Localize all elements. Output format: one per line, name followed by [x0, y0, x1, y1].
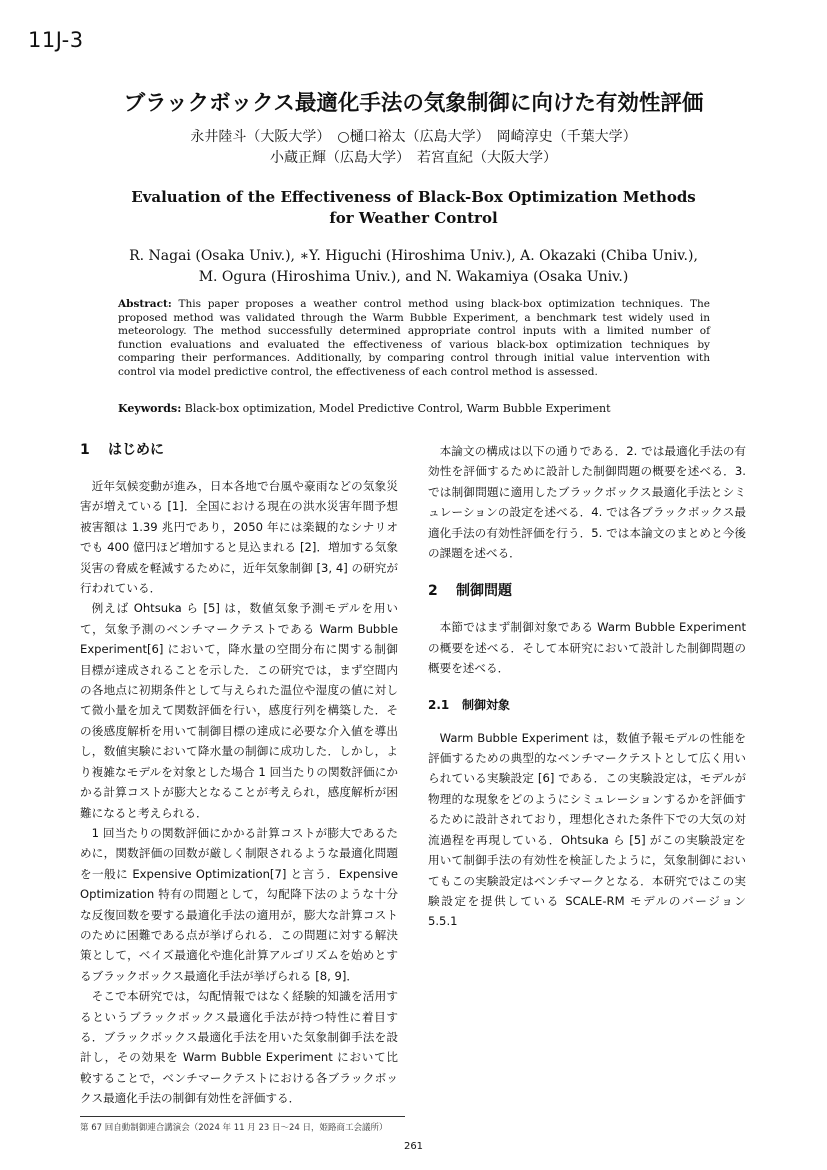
section-1-heading: [80, 440, 398, 460]
authors-english-line-1: R. Nagai (Osaka Univ.), ∗Y. Higuchi (Hiroshima Univ.), A. Okazaki (Chiba Univ.),: [129, 248, 698, 264]
authors-english-line-2: M. Ogura (Hiroshima Univ.), and N. Wakamiya (Osaka Univ.): [198, 269, 629, 285]
section-2-number: 2: [428, 583, 438, 600]
title-japanese: ブラックボックス最適化手法の気象制御に向けた有効性評価: [123, 91, 704, 116]
section-2-paragraph-1: 本節ではまず制御対象である Warm Bubble Experiment の概要を述べる．そして本研究において設計した制御問題の概要を述べる．: [428, 620, 746, 676]
section-1-paragraph-5: 本論文の構成は以下の通りである．2. では最適化手法の有効性を評価するために設計した制御問題の概要を述べる．3. では制御問題に適用したブラックボックス最適化手法とシミュレーションの設定を述べる．4. では各ブラックボックス最適化手法の有効性評価を行う．5. では本論文のまとめと今後の課題を述べる．: [428, 444, 746, 561]
abstract-label: Abstract:: [118, 298, 172, 310]
section-2-1-heading: [428, 695, 746, 715]
section-1-title: はじめに: [108, 442, 164, 458]
section-1-paragraph-3: 1 回当たりの関数評価にかかる計算コストが膨大であるために，関数評価の回数が厳しく制限されるような最適化問題を一般に Expensive Optimization[7] と言う．Expensive Optimization 特有の問題として，勾配降下法のような十分な反復回数を要する最適化手法の適用が，膨大な計算コストのために困難である点が挙げられる．この問題に対する解決策として，ベイズ最適化や進化計算アルゴリズムを始めとするブラックボックス最適化手法が挙げられる [8, 9]．: [80, 825, 398, 983]
keywords: [118, 402, 710, 416]
section-1-paragraph-1: 近年気候変動が進み，日本各地で台風や豪雨などの気象災害が増えている [1]．全国における現在の洪水災害年間予想被害額は 1.39 兆円であり，2050 年には楽観的なシナリオでも 400 億円ほど増加すると見込まれる [2]．増加する気象災害の脅威を軽減するために，近年気象制御 [3, 4] の研究が行われている．: [80, 479, 398, 596]
title-english-line-2: for Weather Control: [329, 209, 498, 227]
section-2-heading: [428, 581, 746, 601]
section-2-1-number: 2.1: [428, 697, 450, 712]
section-2-1-title: 制御対象: [462, 697, 511, 712]
paper-id: 11J-3: [28, 28, 84, 52]
title-english-line-1: Evaluation of the Effectiveness of Black-Box Optimization Methods: [131, 188, 696, 206]
footnote-rule: [80, 1116, 405, 1117]
authors-japanese-line-2: 小蔵正輝（広島大学） 若宮直紀（大阪大学）: [270, 150, 557, 166]
section-1-paragraph-2: 例えば Ohtsuka ら [5] は，数値気象予測モデルを用いて，気象予測のベンチマークテストである Warm Bubble Experiment[6] において，降水量の空間分布に関する制御目標が達成されることを示した．この研究では，まず空間内の各地点に初期条件として与えられた温位や湿度の値に対して微小量を加えて関数評価を行い，感度行列を構築した．その後感度解析を用いて制御目標の達成に必要な介入値を導出し，数値実験において降水量の制御に成功した．しかし，より複雑なモデルを対象とした場合 1 回当たりの関数評価にかかる計算コストが膨大となることが考えられ，感度解析が困難になると考えられる．: [80, 601, 398, 820]
footnote: 第 67 回自動制御連合講演会（2024 年 11 月 23 日～24 日，姫路商工会議所）: [80, 1123, 388, 1133]
page-number: 261: [403, 1141, 424, 1152]
keywords-text: Black-box optimization, Model Predictive Control, Warm Bubble Experiment: [184, 402, 611, 415]
right-column: [428, 441, 746, 932]
abstract-text: This paper proposes a weather control method using black-box optimization techniques. The proposed method was validated through the Warm Bubble Experiment, a benchmark test widely used in meteorology. The method successfully determined appropriate control inputs with a limited number of function evaluations and evaluated the effectiveness of various black-box optimization techniques by comparing their performances. Additionally, by comparing control through initial value intervention with control via model predictive control, the effectiveness of each control method is assessed.: [118, 298, 711, 378]
keywords-label: Keywords:: [118, 402, 182, 415]
section-1-paragraph-4: そこで本研究では，勾配情報ではなく経験的知識を活用するというブラックボックス最適化手法が持つ特性に着目する．ブラックボックス最適化手法を用いた気象制御手法を設計し，その効果を Warm Bubble Experiment において比較することで，ベンチマークテストにおける各ブラックボックス最適化手法の制御有効性を評価する．: [80, 989, 398, 1106]
section-1-number: 1: [80, 442, 90, 458]
authors-japanese-line-1: 永井陸斗（大阪大学） ○樋口裕太（広島大学） 岡崎淳史（千葉大学）: [190, 129, 637, 145]
abstract: [118, 298, 710, 379]
section-2-title: 制御問題: [456, 583, 512, 600]
section-2-1-paragraph-1: Warm Bubble Experiment は，数値予報モデルの性能を評価するための典型的なベンチマークテストとして広く用いられている実験設定 [6] である．この実験設定は，モデルが物理的な現象をどのようにシミュレーションするかを評価するために設計されており，理想化された条件下での大気の対流過程を再現している．Ohtsuka ら [5] がこの実験設定を用いて制御手法の有効性を検証したように，気象制御においてもこの実験設定はベンチマークとなる．本研究ではこの実験設定を提供している SCALE-RM モデルのバージョン 5.5.1: [428, 730, 746, 929]
left-column: [80, 440, 398, 1109]
